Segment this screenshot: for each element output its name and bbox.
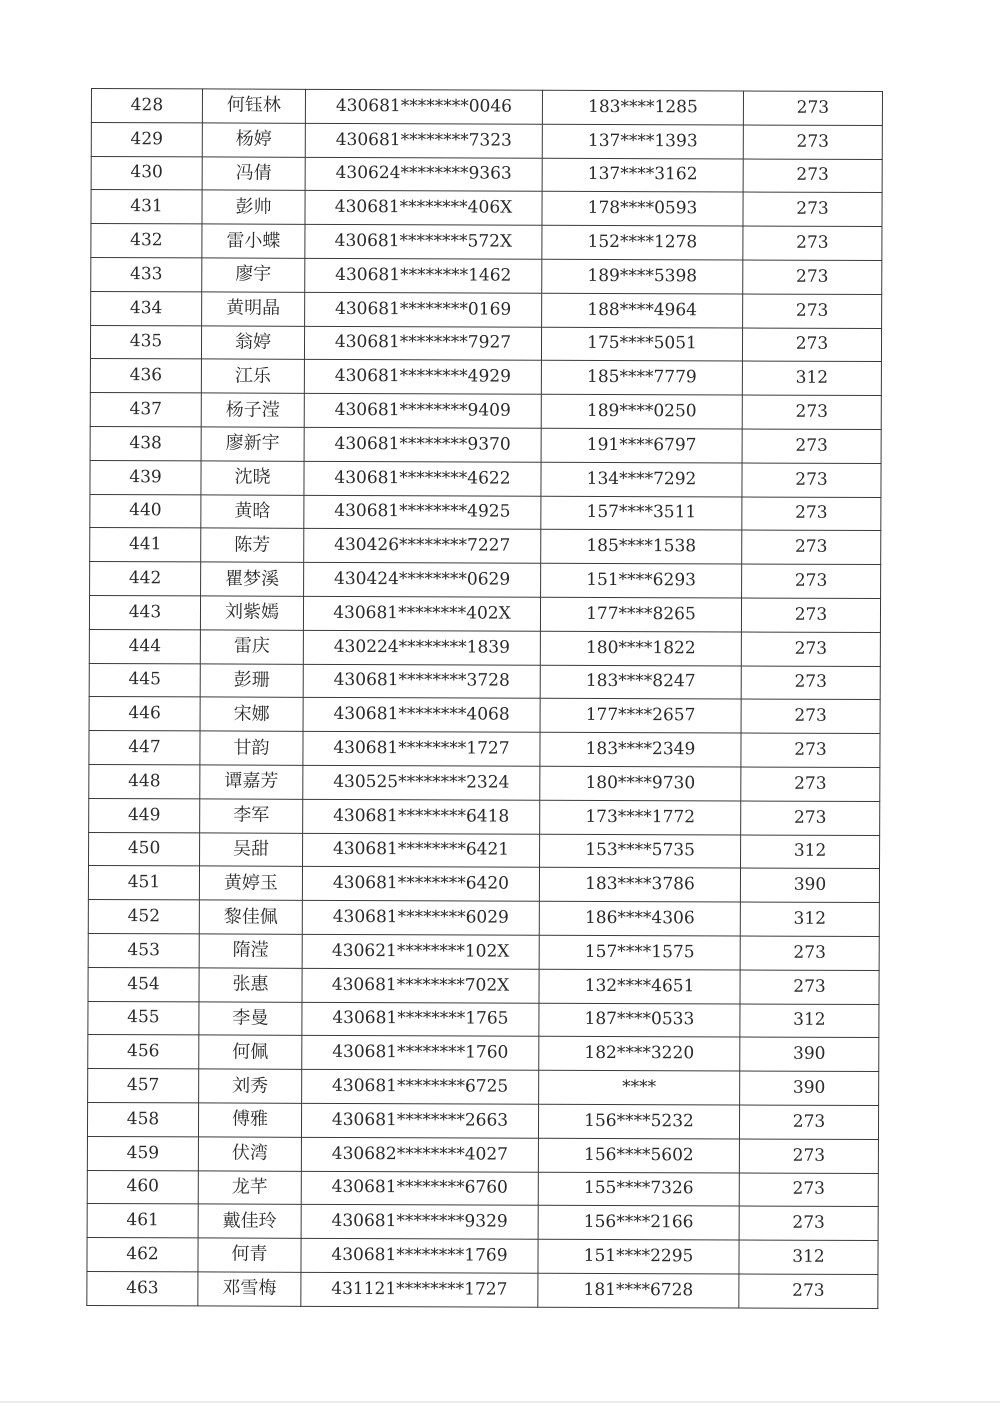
row-number-cell: 447	[89, 731, 200, 765]
phone-cell: 178****0593	[542, 192, 743, 227]
name-cell: 宋娜	[200, 697, 303, 731]
amount-cell: 273	[741, 801, 880, 835]
row-number-cell: 431	[91, 190, 202, 224]
row-number-cell: 453	[88, 933, 199, 967]
name-cell: 黎佳佩	[199, 900, 302, 934]
row-number-cell: 463	[87, 1271, 198, 1305]
name-cell: 陈芳	[201, 528, 304, 562]
table-row	[87, 1204, 878, 1241]
table-row	[88, 1035, 879, 1072]
table-row	[91, 89, 882, 126]
id-number-cell: 430624********9363	[305, 157, 542, 192]
row-number-cell: 459	[87, 1136, 198, 1170]
phone-cell: 188****4964	[542, 293, 743, 328]
table-row	[89, 798, 880, 835]
table-row	[90, 426, 881, 463]
amount-cell: 273	[739, 1206, 878, 1240]
amount-cell: 273	[742, 328, 881, 362]
phone-cell: 134****7292	[541, 462, 742, 497]
amount-cell: 273	[739, 1139, 878, 1173]
name-cell: 甘韵	[200, 731, 303, 765]
amount-cell: 273	[743, 125, 882, 159]
id-number-cell: 430681********1769	[301, 1238, 538, 1273]
name-cell: 黄婷玉	[199, 866, 302, 900]
row-number-cell: 457	[88, 1069, 199, 1103]
id-number-cell: 430681********3728	[303, 664, 540, 699]
row-number-cell: 445	[89, 663, 200, 697]
name-cell: 李军	[200, 799, 303, 833]
phone-cell: 183****2349	[540, 732, 741, 767]
row-number-cell: 452	[88, 900, 199, 934]
row-number-cell: 432	[91, 224, 202, 258]
name-cell: 杨婷	[202, 123, 305, 157]
id-number-cell: 430681********4622	[304, 461, 541, 496]
row-number-cell: 446	[89, 697, 200, 731]
name-cell: 廖新宇	[201, 427, 304, 461]
id-number-cell: 430681********6420	[302, 867, 539, 902]
name-cell: 张惠	[199, 968, 302, 1002]
table-row	[88, 933, 879, 970]
table-row	[87, 1238, 878, 1275]
id-number-cell: 430424********0629	[304, 562, 541, 597]
amount-cell: 390	[740, 1037, 879, 1071]
name-cell: 翁婷	[201, 326, 304, 360]
amount-cell: 273	[741, 733, 880, 767]
amount-cell: 273	[741, 598, 880, 632]
table-row	[88, 900, 879, 937]
row-number-cell: 435	[90, 325, 201, 359]
table-row	[89, 832, 880, 869]
phone-cell: 137****1393	[542, 124, 743, 159]
table-row	[91, 224, 882, 261]
phone-cell: 151****6293	[541, 563, 742, 598]
row-number-cell: 437	[90, 393, 201, 427]
id-number-cell: 430681********6029	[302, 900, 539, 935]
phone-cell: 156****5602	[538, 1138, 739, 1173]
amount-cell: 312	[742, 361, 881, 395]
phone-cell: 182****3220	[539, 1037, 740, 1072]
amount-cell: 273	[742, 564, 881, 598]
id-number-cell: 430681********9329	[301, 1205, 538, 1240]
table-row	[91, 291, 882, 328]
name-cell: 何钰林	[202, 89, 305, 123]
id-number-cell: 430681********6418	[303, 799, 540, 834]
name-cell: 江乐	[201, 359, 304, 393]
amount-cell: 273	[742, 530, 881, 564]
phone-cell: 156****2166	[538, 1206, 739, 1241]
phone-cell: 177****2657	[540, 699, 741, 734]
table-row	[89, 663, 880, 700]
amount-cell: 273	[741, 699, 880, 733]
row-number-cell: 450	[89, 832, 200, 866]
name-cell: 彭帅	[202, 190, 305, 224]
id-number-cell: 430681********4925	[304, 495, 541, 530]
name-cell: 杨子滢	[201, 393, 304, 427]
table-row	[87, 1170, 878, 1207]
id-number-cell: 431121********1727	[301, 1272, 538, 1307]
table-row	[89, 731, 880, 768]
id-number-cell: 430525********2324	[303, 765, 540, 800]
row-number-cell: 460	[87, 1170, 198, 1204]
table-row	[88, 866, 879, 903]
amount-cell: 273	[742, 463, 881, 497]
row-number-cell: 455	[88, 1001, 199, 1035]
amount-cell: 273	[743, 159, 882, 193]
name-cell: 瞿梦溪	[201, 562, 304, 596]
row-number-cell: 434	[91, 291, 202, 325]
table-row	[90, 325, 881, 362]
row-number-cell: 428	[91, 89, 202, 123]
table-row	[87, 1136, 878, 1173]
id-number-cell: 430681********406X	[305, 191, 542, 226]
row-number-cell: 458	[87, 1102, 198, 1136]
phone-cell: 157****1575	[539, 935, 740, 970]
row-number-cell: 443	[89, 595, 200, 629]
id-number-cell: 430426********7227	[304, 529, 541, 564]
phone-cell: 187****0533	[539, 1003, 740, 1038]
id-number-cell: 430681********1765	[302, 1002, 539, 1037]
name-cell: 戴佳玲	[198, 1204, 301, 1238]
table-row	[87, 1102, 878, 1139]
name-cell: 沈晓	[201, 461, 304, 495]
id-number-cell: 430681********9370	[304, 427, 541, 462]
name-cell: 刘秀	[199, 1069, 302, 1103]
phone-cell: 180****1822	[540, 631, 741, 666]
row-number-cell: 441	[90, 528, 201, 562]
table-row	[88, 967, 879, 1004]
amount-cell: 312	[740, 902, 879, 936]
amount-cell: 273	[743, 226, 882, 260]
amount-cell: 273	[741, 767, 880, 801]
amount-cell: 312	[740, 1004, 879, 1038]
id-number-cell: 430224********1839	[303, 630, 540, 665]
table-row	[89, 595, 880, 632]
amount-cell: 273	[743, 192, 882, 226]
id-number-cell: 430681********4929	[304, 360, 541, 395]
phone-cell: 180****9730	[540, 766, 741, 801]
phone-cell: 185****7779	[541, 361, 742, 396]
phone-cell: 157****3511	[541, 496, 742, 531]
roster-table	[86, 88, 883, 1309]
row-number-cell: 456	[88, 1035, 199, 1069]
row-number-cell: 440	[90, 494, 201, 528]
amount-cell: 273	[743, 91, 882, 125]
amount-cell: 273	[743, 260, 882, 294]
id-number-cell: 430681********6421	[303, 833, 540, 868]
name-cell: 雷小蝶	[202, 224, 305, 258]
page-bottom-edge	[0, 1401, 1000, 1403]
row-number-cell: 451	[88, 866, 199, 900]
name-cell: 谭嘉芳	[200, 765, 303, 799]
amount-cell: 273	[740, 936, 879, 970]
name-cell: 刘紫嫣	[200, 596, 303, 630]
phone-cell: 152****1278	[542, 225, 743, 260]
id-number-cell: 430681********7927	[304, 326, 541, 361]
id-number-cell: 430681********6725	[302, 1069, 539, 1104]
row-number-cell: 462	[87, 1238, 198, 1272]
name-cell: 邓雪梅	[198, 1272, 301, 1306]
id-number-cell: 430681********572X	[305, 225, 542, 260]
amount-cell: 273	[742, 395, 881, 429]
row-number-cell: 454	[88, 967, 199, 1001]
amount-cell: 273	[739, 1274, 878, 1308]
row-number-cell: 438	[90, 426, 201, 460]
phone-cell: 177****8265	[540, 597, 741, 632]
name-cell: 雷庆	[200, 630, 303, 664]
id-number-cell: 430681********0169	[305, 292, 542, 327]
id-number-cell: 430621********102X	[302, 934, 539, 969]
phone-cell: 137****3162	[542, 158, 743, 193]
table-row	[91, 257, 882, 294]
phone-cell: 181****6728	[538, 1273, 739, 1308]
phone-cell: 153****5735	[540, 834, 741, 869]
row-number-cell: 461	[87, 1204, 198, 1238]
id-number-cell: 430681********6760	[301, 1171, 538, 1206]
table-row	[91, 122, 882, 159]
phone-cell: 183****1285	[542, 90, 743, 125]
amount-cell: 273	[739, 1105, 878, 1139]
table-row	[89, 764, 880, 801]
name-cell: 傅雅	[198, 1103, 301, 1137]
row-number-cell: 444	[89, 629, 200, 663]
id-number-cell: 430681********702X	[302, 968, 539, 1003]
amount-cell: 390	[740, 1071, 879, 1105]
roster-body	[87, 89, 883, 1309]
row-number-cell: 439	[90, 460, 201, 494]
table-row	[88, 1069, 879, 1106]
table-row	[90, 359, 881, 396]
row-number-cell: 429	[91, 122, 202, 156]
amount-cell: 312	[739, 1240, 878, 1274]
id-number-cell: 430681********1727	[303, 731, 540, 766]
name-cell: 隋滢	[199, 934, 302, 968]
id-number-cell: 430681********0046	[305, 89, 542, 124]
amount-cell: 273	[743, 294, 882, 328]
id-number-cell: 430681********4068	[303, 698, 540, 733]
amount-cell: 273	[741, 666, 880, 700]
phone-cell: 189****5398	[542, 259, 743, 294]
phone-cell: 132****4651	[539, 969, 740, 1004]
amount-cell: 273	[740, 970, 879, 1004]
row-number-cell: 433	[91, 257, 202, 291]
amount-cell: 273	[741, 632, 880, 666]
table-row	[90, 528, 881, 565]
id-number-cell: 430681********7323	[305, 123, 542, 158]
name-cell: 彭珊	[200, 663, 303, 697]
amount-cell: 312	[741, 835, 880, 869]
row-number-cell: 448	[89, 764, 200, 798]
phone-cell: 185****1538	[541, 530, 742, 565]
table-row	[90, 494, 881, 531]
row-number-cell: 442	[90, 562, 201, 596]
name-cell: 何青	[198, 1238, 301, 1272]
name-cell: 廖宇	[202, 258, 305, 292]
phone-cell: 175****5051	[541, 327, 742, 362]
phone-cell: ****	[539, 1070, 740, 1105]
phone-cell: 155****7326	[538, 1172, 739, 1207]
id-number-cell: 430681********1462	[305, 258, 542, 293]
name-cell: 黄明晶	[202, 292, 305, 326]
phone-cell: 191****6797	[541, 428, 742, 463]
amount-cell: 273	[742, 429, 881, 463]
amount-cell: 390	[740, 868, 879, 902]
phone-cell: 183****8247	[540, 665, 741, 700]
name-cell: 龙芊	[198, 1170, 301, 1204]
table-row	[91, 190, 882, 227]
row-number-cell: 436	[90, 359, 201, 393]
phone-cell: 183****3786	[539, 868, 740, 903]
table-row	[91, 156, 882, 193]
phone-cell: 156****5232	[538, 1104, 739, 1139]
table-row	[90, 562, 881, 599]
name-cell: 冯倩	[202, 157, 305, 191]
amount-cell: 273	[739, 1172, 878, 1206]
id-number-cell: 430681********2663	[301, 1103, 538, 1138]
name-cell: 吴甜	[200, 832, 303, 866]
id-number-cell: 430681********9409	[304, 393, 541, 428]
table-row	[89, 629, 880, 666]
phone-cell: 173****1772	[540, 800, 741, 835]
name-cell: 黄晗	[201, 494, 304, 528]
name-cell: 何佩	[199, 1035, 302, 1069]
amount-cell: 273	[742, 497, 881, 531]
id-number-cell: 430681********1760	[302, 1036, 539, 1071]
table-row	[89, 697, 880, 734]
row-number-cell: 449	[89, 798, 200, 832]
row-number-cell: 430	[91, 156, 202, 190]
phone-cell: 186****4306	[539, 901, 740, 936]
table-row	[88, 1001, 879, 1038]
name-cell: 伏湾	[198, 1137, 301, 1171]
phone-cell: 151****2295	[538, 1239, 739, 1274]
table-row	[90, 460, 881, 497]
table-row	[87, 1271, 878, 1308]
name-cell: 李曼	[199, 1001, 302, 1035]
table-row	[90, 393, 881, 430]
id-number-cell: 430681********402X	[303, 596, 540, 631]
phone-cell: 189****0250	[541, 394, 742, 429]
id-number-cell: 430682********4027	[301, 1137, 538, 1172]
